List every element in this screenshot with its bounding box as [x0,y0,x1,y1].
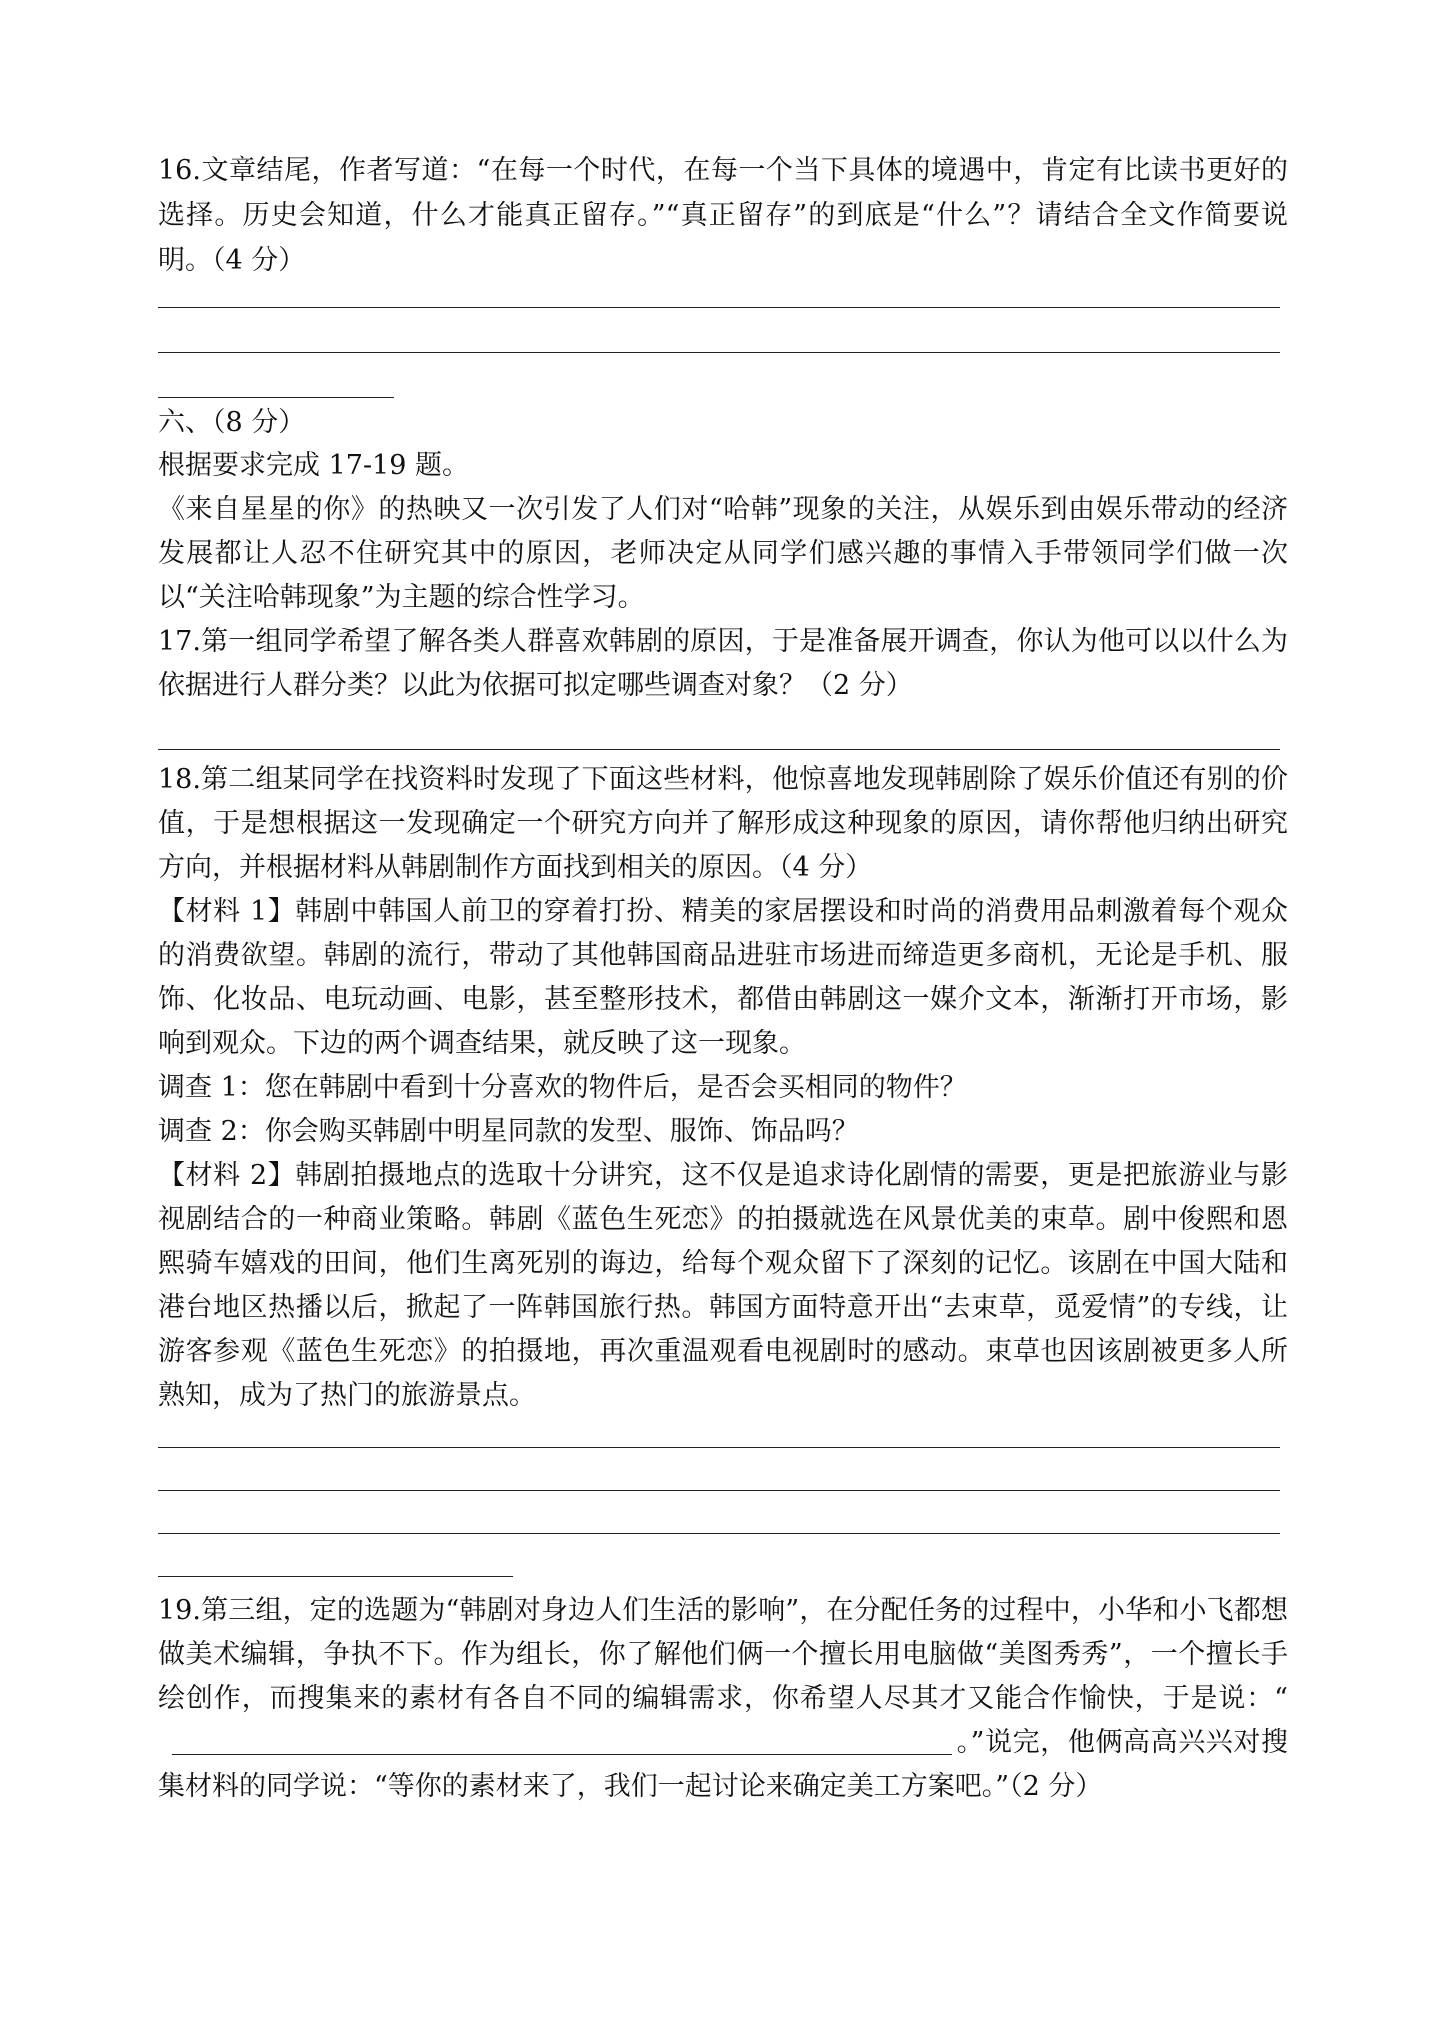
survey-2: 调查 2：你会购买韩剧中明星同款的发型、服饰、饰品吗？ [158,1116,859,1147]
answer-line[interactable] [158,397,394,398]
section-instruction: 根据要求完成 17-19 题。 [158,450,470,481]
survey-1: 调查 1：您在韩剧中看到十分喜欢的物件后，是否会买相同的物件？ [158,1072,967,1103]
q19-fill-blank[interactable] [172,1724,952,1755]
answer-line[interactable] [158,1533,1280,1534]
answer-line[interactable] [158,307,1280,308]
q19-text-before: 19.第三组，定的选题为“韩剧对身边人们生活的影响”，在分配任务的过程中，小华和小飞都想做美术编辑，争执不下。作为组长，你了解他们俩一个擅长用电脑做“美图秀秀”，一个擅长手绘创作，而搜集来的素材有各自不同的编辑需求，你希望人尽其才又能合作愉快，于是说：“ [158,1595,1288,1714]
question-17: 17.第一组同学希望了解各类人群喜欢韩剧的原因，于是准备展开调查，你认为他可以以什么为依据进行人群分类？以此为依据可拟定哪些调查对象？（2 分） [158,626,1288,701]
material-2: 【材料 2】韩剧拍摄地点的选取十分讲究，这不仅是追求诗化剧情的需要，更是把旅游业与影视剧结合的一种商业策略。韩剧《蓝色生死恋》的拍摄就选在风景优美的束草。剧中俊熙和恩熙骑车嬉戏的田间，他们生离死别的诲边，给每个观众留下了深刻的记忆。该剧在中国大陆和港台地区热播以后，掀起了一阵韩国旅行热。韩国方面特意开出“去束草，觅爱情”的专线，让游客参观《蓝色生死恋》的拍摄地，再次重温观看电视剧时的感动。束草也因该剧被更多人所熟知，成为了热门的旅游景点。 [158,1160,1288,1411]
exam-page [158,148,1288,1809]
answer-line[interactable] [158,1490,1280,1491]
q16-answer-lines [158,307,1288,398]
section-heading: 六、（8 分） [158,407,306,438]
answer-line[interactable] [158,352,1280,353]
section-intro: 《来自星星的你》的热映又一次引发了人们对“哈韩”现象的关注，从娱乐到由娱乐带动的经济发展都让人忍不住研究其中的原因，老师决定从同学们感兴趣的事情入手带领同学们做一次以“关注哈韩现象”为主题的综合性学习。 [158,494,1288,613]
answer-line[interactable] [158,749,1280,750]
question-19 [158,1589,1288,1809]
answer-line[interactable] [158,1447,1280,1448]
material-1: 【材料 1】韩剧中韩国人前卫的穿着打扮、精美的家居摆设和时尚的消费用品刺激着每个观众的消费欲望。韩剧的流行，带动了其他韩国商品进驻市场进而缔造更多商机，无论是手机、服饰、化妆品、电玩动画、电影，甚至整形技术，都借由韩剧这一媒介文本，渐渐打开市场，影响到观众。下边的两个调查结果，就反映了这一现象。 [158,896,1288,1059]
q18-answer-lines [158,1447,1288,1577]
q19-text-after: 。”说完，他俩高高兴兴对搜集材料的同学说：“等你的素材来了，我们一起讨论来确定美工方案吧。”（2 分） [158,1727,1288,1802]
question-18: 18.第二组某同学在找资料时发现了下面这些材料，他惊喜地发现韩剧除了娱乐价值还有别的价值，于是想根据这一发现确定一个研究方向并了解形成这种现象的原因，请你帮他归纳出研究方向，并根据材料从韩剧制作方面找到相关的原因。（4 分） [158,764,1288,883]
answer-line[interactable] [158,1576,513,1577]
question-16: 16.文章结尾，作者写道：“在每一个时代，在每一个当下具体的境遇中，肯定有比读书更好的选择。历史会知道，什么才能真正留存。”“真正留存”的到底是“什么”？请结合全文作简要说明。（4 分） [158,155,1288,276]
